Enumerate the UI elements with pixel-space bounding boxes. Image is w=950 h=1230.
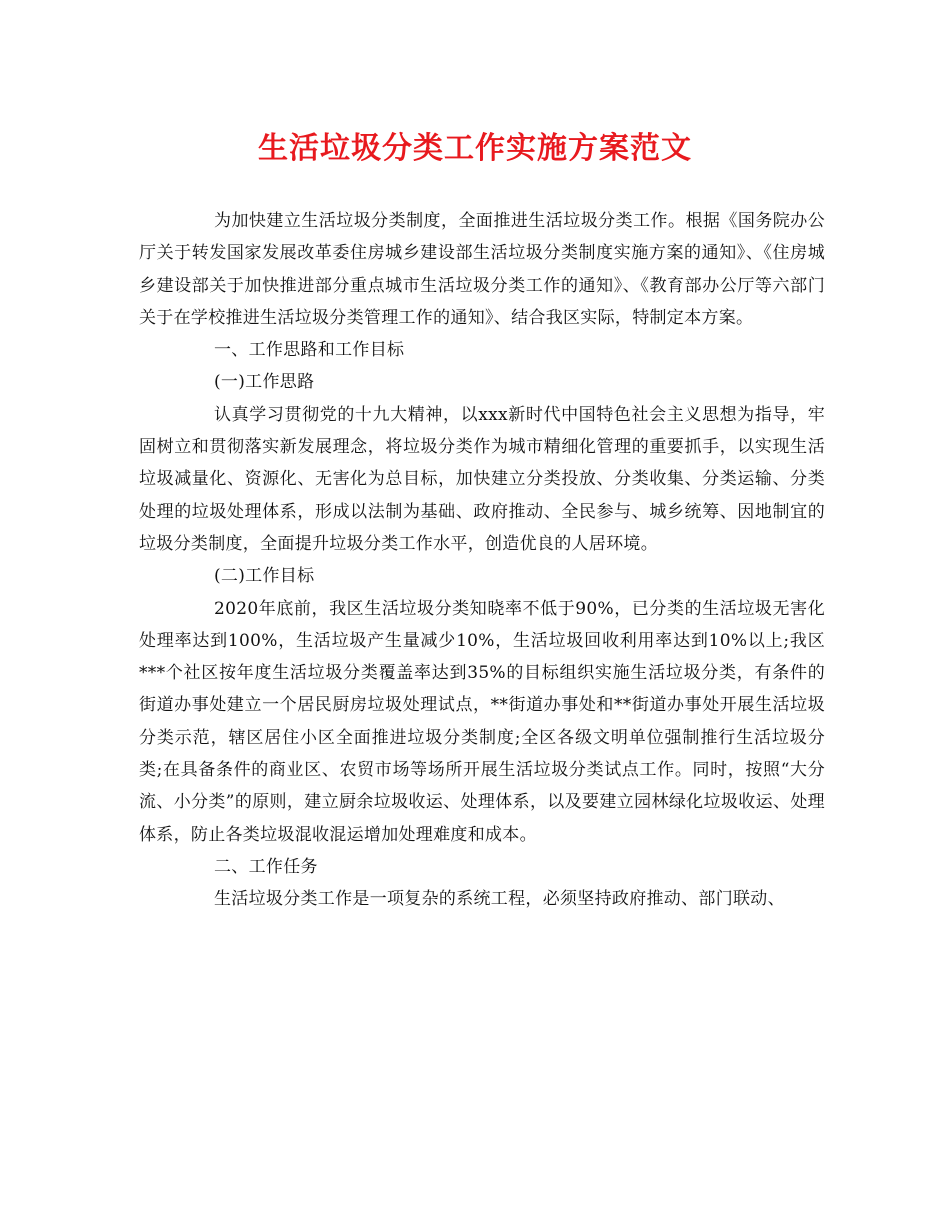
section-heading-2: 二、工作任务 [214,856,318,877]
document-body [139,205,825,916]
subsection-heading-2: (二)工作目标 [214,566,315,587]
work-tasks-paragraph: 生活垃圾分类工作是一项复杂的系统工程，必须坚持政府推动、部门联动、 [214,889,785,910]
document-title: 生活垃圾分类工作实施方案范文 [258,131,692,166]
work-approach-paragraph: 认真学习贯彻党的十九大精神，以xxx新时代中国特色社会主义思想为指导，牢固树立和贯彻落实新发展理念，将垃圾分类作为城市精细化管理的重要抓手，以实现生活垃圾减量化、资源化、无害化为总目标，加快建立分类投放、分类收集、分类运输、分类处理的垃圾处理体系，形成以法制为基础、政府推动、全民参与、城乡统筹、因地制宜的垃圾分类制度，全面提升垃圾分类工作水平，创造优良的人居环境。 [139,404,825,554]
work-goals-paragraph: 2020年底前，我区生活垃圾分类知晓率不低于90%，已分类的生活垃圾无害化处理率达到100%，生活垃圾产生量减少10%，生活垃圾回收利用率达到10%以上;我区***个社区按年度生活垃圾分类覆盖率达到35%的目标组织实施生活垃圾分类，有条件的街道办事处建立一个居民厨房垃圾处理试点，**街道办事处和**街道办事处开展生活垃圾分类示范，辖区居住小区全面推进垃圾分类制度;全区各级文明单位强制推行生活垃圾分类;在具备条件的商业区、农贸市场等场所开展生活垃圾分类试点工作。同时，按照“大分流、小分类”的原则，建立厨余垃圾收运、处理体系，以及要建立园林绿化垃圾收运、处理体系，防止各类垃圾混收混运增加处理难度和成本。 [139,598,825,845]
subsection-heading-1: (一)工作思路 [214,372,315,393]
section-heading-1: 一、工作思路和工作目标 [214,340,405,361]
intro-paragraph: 为加快建立生活垃圾分类制度，全面推进生活垃圾分类工作。根据《国务院办公厅关于转发国家发展改革委住房城乡建设部生活垃圾分类制度实施方案的通知》、《住房城乡建设部关于加快推进部分重点城市生活垃圾分类工作的通知》、《教育部办公厅等六部门关于在学校推进生活垃圾分类管理工作的通知》、结合我区实际，特制定本方案。 [139,211,825,328]
